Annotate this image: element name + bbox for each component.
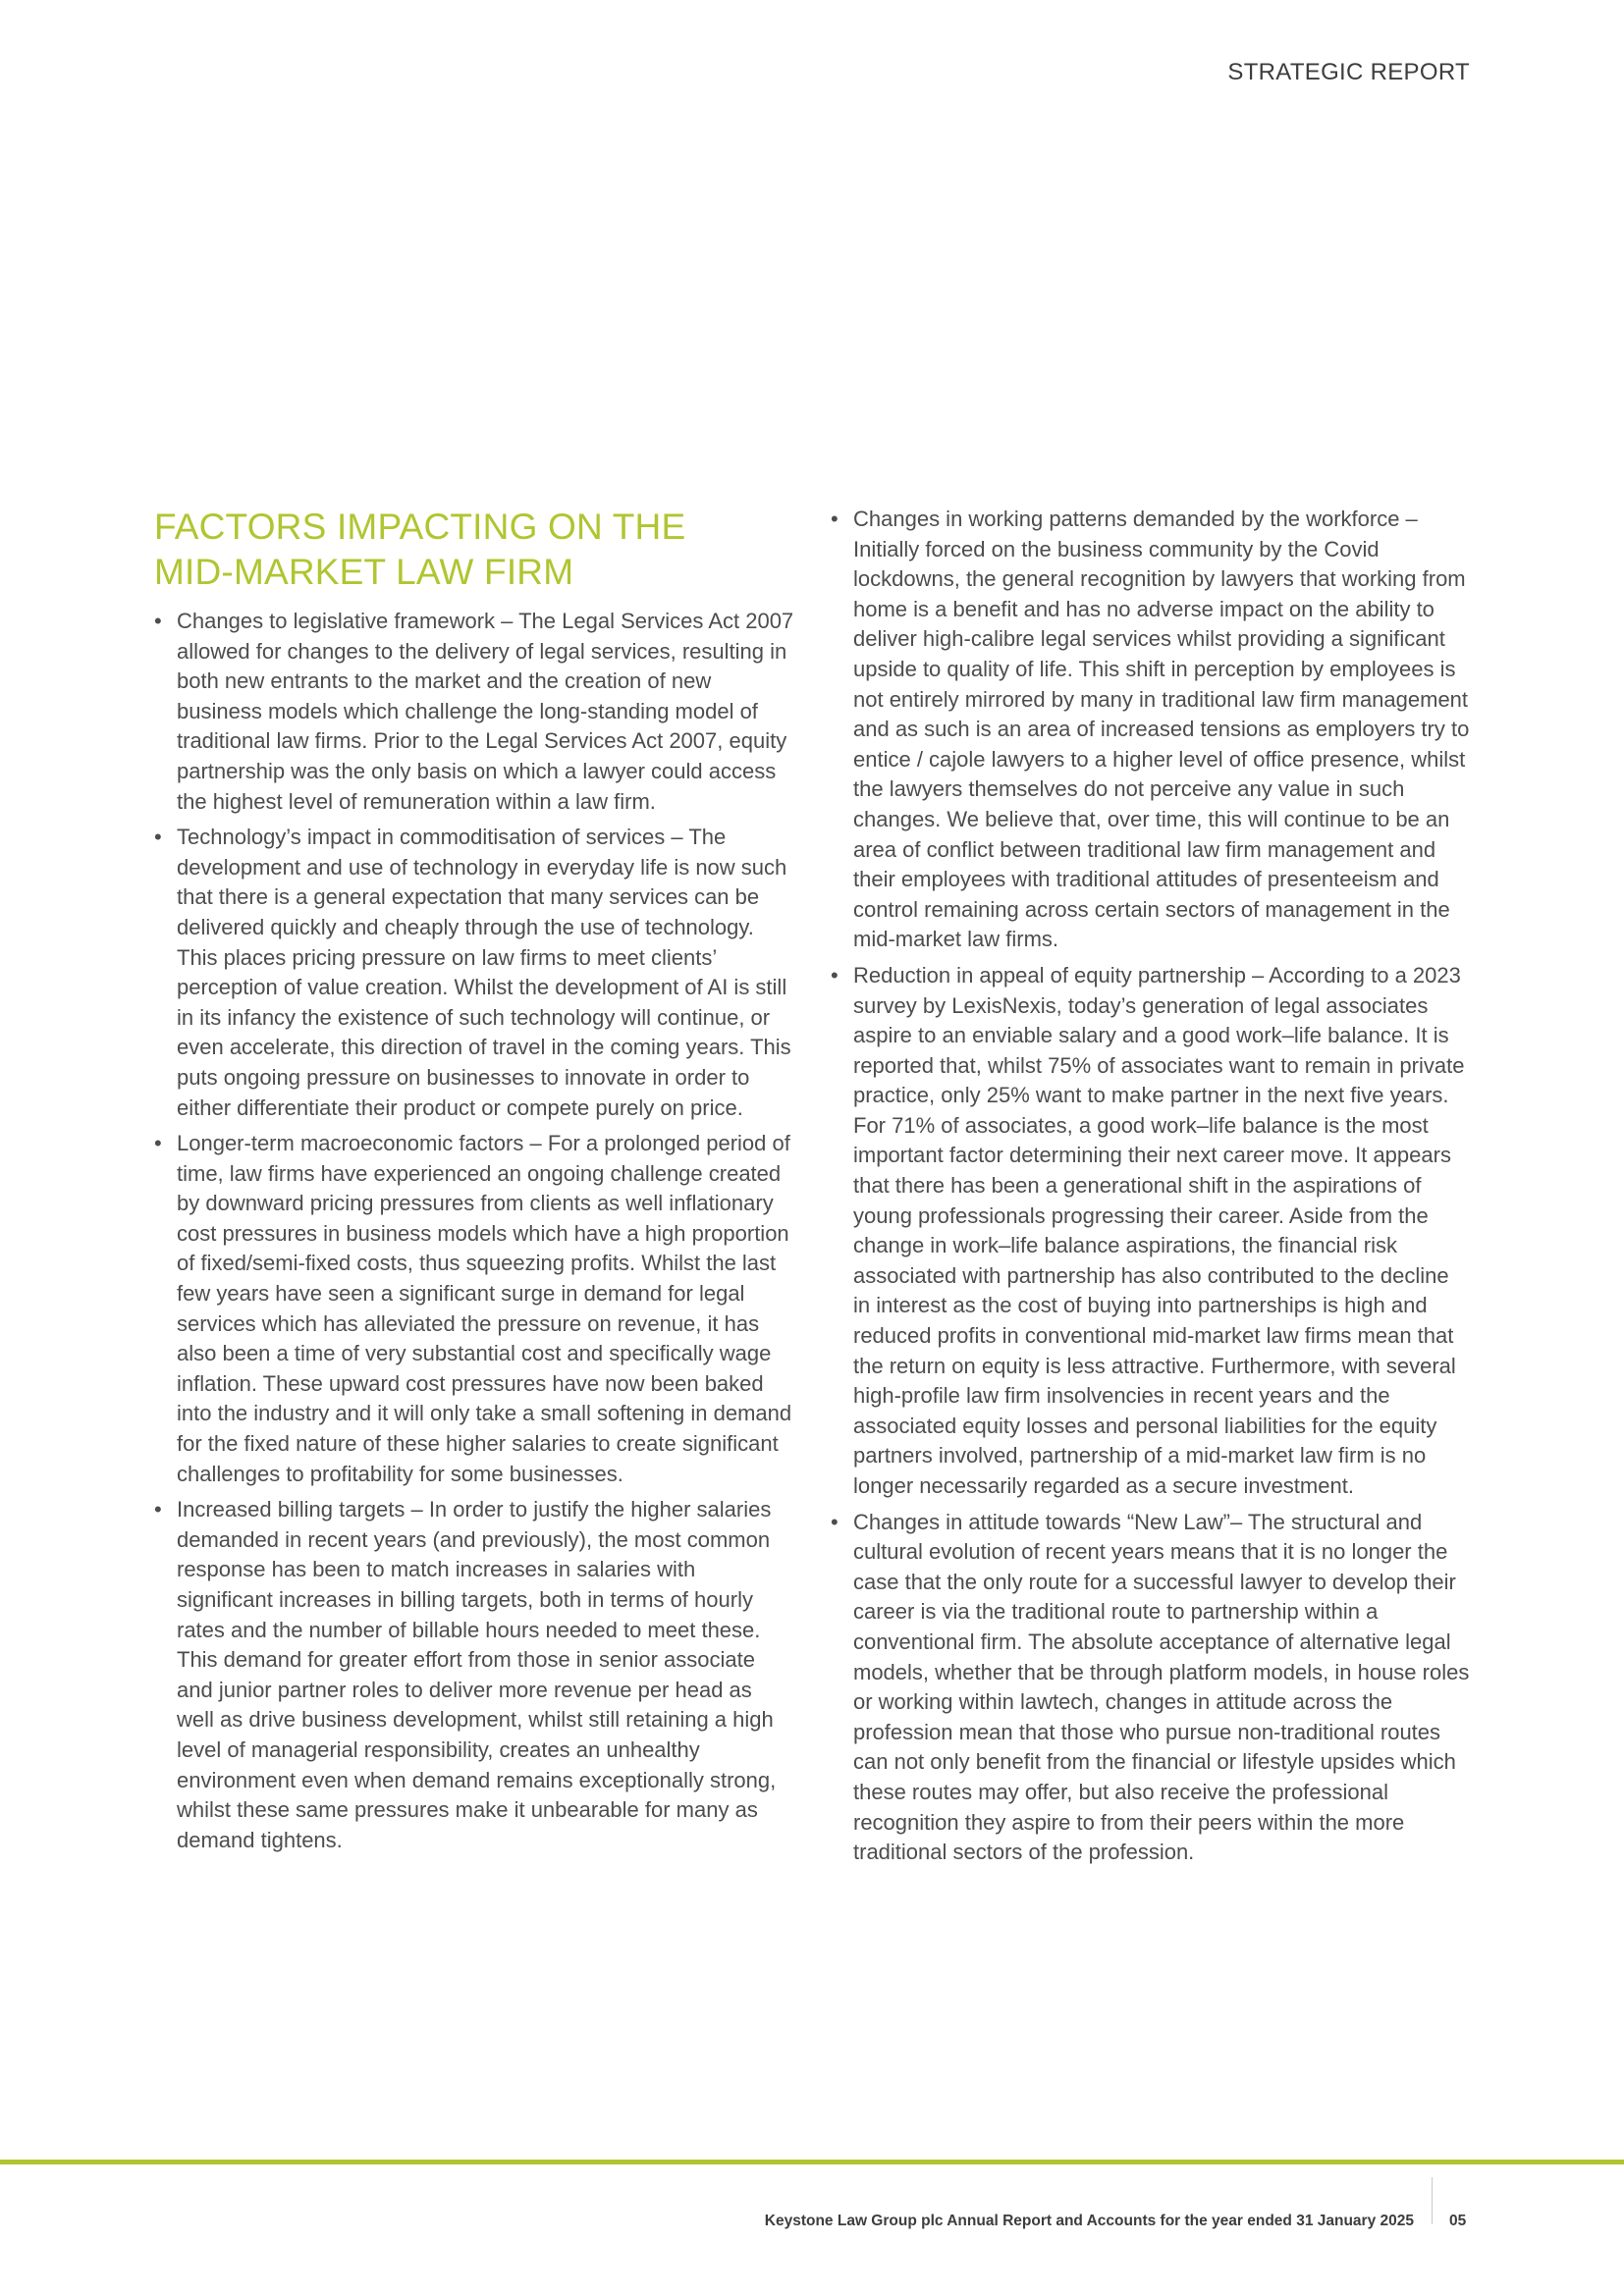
page-number: 05 <box>1449 2213 1467 2229</box>
section-heading <box>154 505 794 595</box>
section-header: STRATEGIC REPORT <box>1227 59 1470 85</box>
list-item-technology-impact: • Technology’s impact in commoditisation of services – The development and use of technology in everyday life is now such that there is a general expectation that many services can be delivered quickly and cheaply through the use of technology. This places pricing pressure on law firms to meet clients’ perception of value creation. Whilst the development of AI is still in its infancy the existence of such technology will continue, or even accelerate, this direction of travel in the coming years. This puts ongoing pressure on businesses to innovate in order to either differentiate their product or compete purely on price. <box>154 823 794 1123</box>
list-item-legislative-framework: • Changes to legislative framework – The Legal Services Act 2007 allowed for changes to the delivery of legal services, resulting in both new entrants to the market and the creation of new business models which challenge the long-standing model of traditional law firms. Prior to the Legal Services Act 2007, equity partnership was the only basis on which a lawyer could access the highest level of remuneration within a law firm. <box>154 607 794 817</box>
list-item-equity-partnership: • Reduction in appeal of equity partnership – According to a 2023 survey by LexisNexis, today’s generation of legal associates aspire to an enviable salary and a good work–life balance. It is reported that, whilst 75% of associates want to remain in private practice, only 25% want to make partner in the next five years. For 71% of associates, a good work–life balance is the most important factor determining their next career move. It appears that there has been a generational shift in the aspirations of young professionals progressing their career. Aside from the change in work–life balance aspirations, the financial risk associated with partnership has also contributed to the decline in interest as the cost of buying into partnerships is high and reduced profits in conventional mid-market law firms mean that the return on equity is less attractive. Furthermore, with several high-profile law firm insolvencies in recent years and the associated equity losses and personal liabilities for the equity partners involved, partnership of a mid-market law firm is no longer necessarily regarded as a secure investment. <box>831 961 1471 1502</box>
list-item-new-law: • Changes in attitude towards “New Law”– The structural and cultural evolution of recent years means that it is no longer the case that the only route for a successful lawyer to develop their career is via the traditional route to partnership within a conventional firm. The absolute acceptance of alternative legal models, whether that be through platform models, in house roles or working within lawtech, changes in attitude across the profession mean that those who pursue non-traditional routes can not only benefit from the financial or lifestyle upsides which these routes may offer, but also receive the professional recognition they aspire to from their peers within the more traditional sectors of the profession. <box>831 1508 1471 1868</box>
left-bullet-list <box>154 607 794 1855</box>
list-item-billing-targets: • Increased billing targets – In order to justify the higher salaries demanded in recent years (and previously), the most common response has been to match increases in salaries with significant increases in billing targets, both in terms of hourly rates and the number of billable hours needed to meet these. This demand for greater effort from those in senior associate and junior partner roles to deliver more revenue per head as well as drive business development, whilst still retaining a high level of managerial responsibility, creates an unhealthy environment even when demand remains exceptionally strong, whilst these same pressures make it unbearable for many as demand tightens. <box>154 1495 794 1855</box>
right-column <box>831 505 1471 1874</box>
footer-text: Keystone Law Group plc Annual Report and Accounts for the year ended 31 January 2025 <box>764 2213 1414 2229</box>
heading-line-2: MID-MARKET LAW FIRM <box>154 552 574 592</box>
left-column <box>154 505 794 1861</box>
heading-line-1: FACTORS IMPACTING ON THE <box>154 507 686 547</box>
footer-rule <box>0 2160 1624 2164</box>
list-item-working-patterns: • Changes in working patterns demanded by the workforce – Initially forced on the business community by the Covid lockdowns, the general recognition by lawyers that working from home is a benefit and has no adverse impact on the ability to deliver high-calibre legal services whilst providing a significant upside to quality of life. This shift in perception by employees is not entirely mirrored by many in traditional law firm management and as such is an area of increased tensions as employers try to entice / cajole lawyers to a higher level of office presence, whilst the lawyers themselves do not perceive any value in such changes. We believe that, over time, this will continue to be an area of conflict between traditional law firm management and their employees with traditional attitudes of presenteeism and control remaining across certain sectors of management in the mid-market law firms. <box>831 505 1471 955</box>
footer-divider <box>1432 2177 1433 2224</box>
list-item-macroeconomic-factors: • Longer-term macroeconomic factors – For a prolonged period of time, law firms have experienced an ongoing challenge created by downward pricing pressures from clients as well inflationary cost pressures in business models which have a high proportion of fixed/semi-fixed costs, thus squeezing profits. Whilst the last few years have seen a significant surge in demand for legal services which has alleviated the pressure on revenue, it has also been a time of very substantial cost and specifically wage inflation. These upward cost pressures have now been baked into the industry and it will only take a small softening in demand for the fixed nature of these higher salaries to create significant challenges to profitability for some businesses. <box>154 1129 794 1489</box>
right-bullet-list <box>831 505 1471 1868</box>
